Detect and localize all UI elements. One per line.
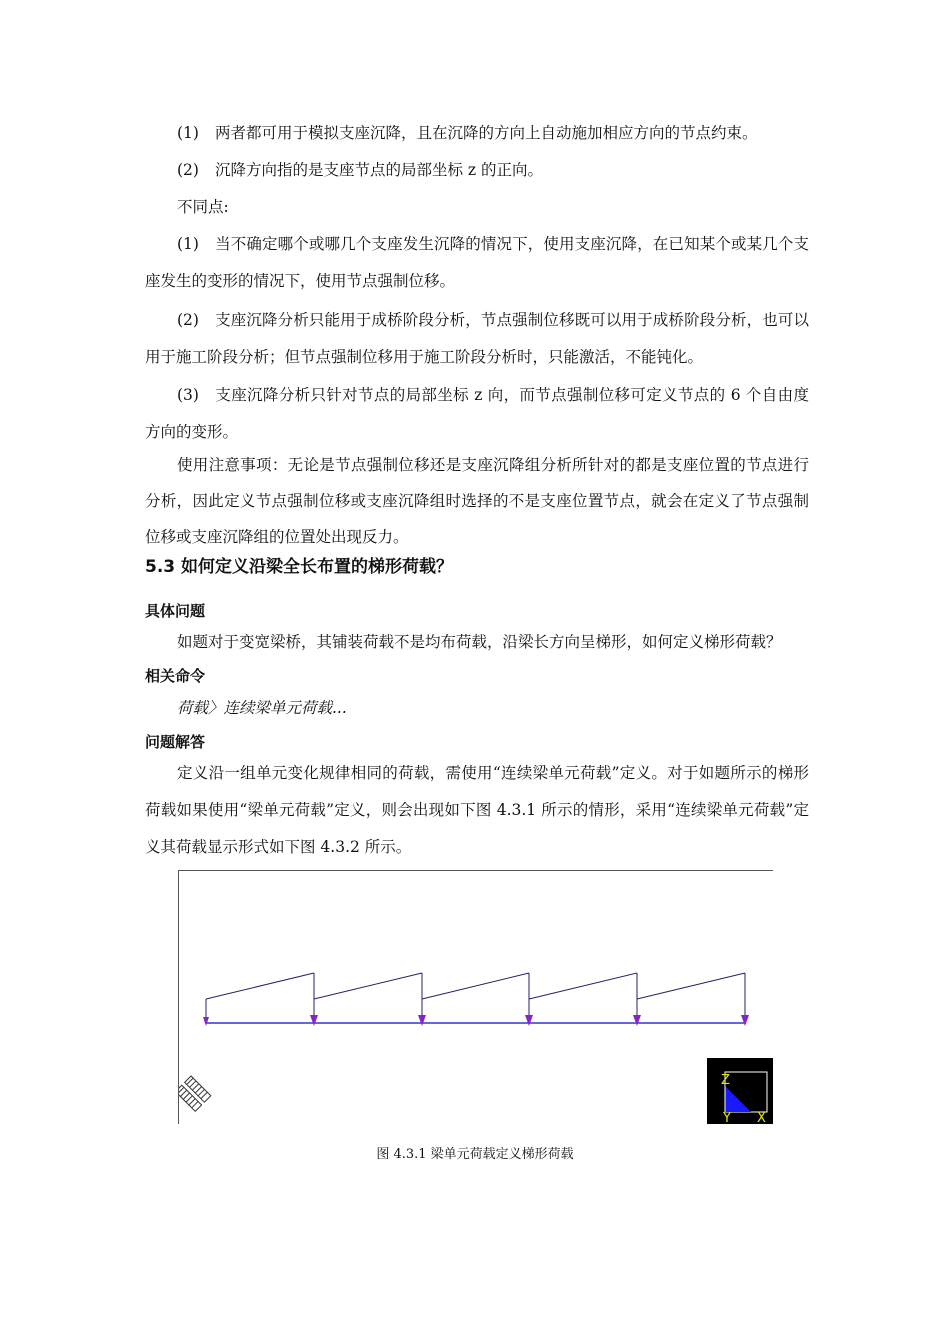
item-number: (1) xyxy=(177,235,199,253)
difference-2 xyxy=(145,302,809,376)
similarity-1 xyxy=(145,115,809,152)
problem-text: 如题对于变宽梁桥，其铺装荷载不是均布荷载，沿梁长方向呈梯形，如何定义梯形荷载？ xyxy=(177,633,782,651)
difference-1 xyxy=(145,226,809,300)
element-load-3 xyxy=(422,973,529,1017)
axis-label-z: Z xyxy=(721,1073,730,1088)
load-arrow xyxy=(633,1015,641,1026)
element-load-2 xyxy=(314,973,422,1017)
differences-label: 不同点: xyxy=(177,198,229,216)
problem-heading: 具体问题 xyxy=(145,602,206,620)
item-text: 当不确定哪个或哪几个支座发生沉降的情况下，使用支座沉降，在已知某个或某几个支座发生的变形的情况下，使用节点强制位移。 xyxy=(145,235,809,290)
command-heading: 相关命令 xyxy=(145,667,206,685)
answer-text: 定义沿一组单元变化规律相同的荷载，需使用“连续梁单元荷载”定义。对于如题所示的梯形荷载如果使用“梁单元荷载”定义，则会出现如下图 4.3.1 所示的情形，采用“连续梁单元荷载”定义其荷载显示形式如下图 4.3.2 所示。 xyxy=(145,764,809,856)
item-number: (1) xyxy=(177,124,199,142)
axis-triangle xyxy=(725,1086,751,1112)
item-number: (2) xyxy=(177,161,199,179)
command-text: 荷载〉连续梁单元荷载... xyxy=(177,699,347,717)
item-text: 支座沉降分析只针对节点的局部坐标 z 向，而节点强制位移可定义节点的 6 个自由度方向的变形。 xyxy=(145,386,809,441)
figure-caption: 图 4.3.1 梁单元荷载定义梯形荷载 xyxy=(376,1147,574,1162)
axis-label-y: Y xyxy=(723,1111,731,1124)
load-arrow xyxy=(310,1015,318,1026)
usage-notes: 使用注意事项：无论是节点强制位移还是支座沉降组分析所针对的都是支座位置的节点进行分析，因此定义节点强制位移或支座沉降组时选择的不是支座位置节点，就会在定义了节点强制位移或支座沉降组的位置处出现反力。 xyxy=(145,456,809,546)
difference-3 xyxy=(145,377,809,451)
element-load-4 xyxy=(529,973,637,1017)
load-arrow xyxy=(525,1015,533,1026)
item-text: 沉降方向指的是支座节点的局部坐标 z 的正向。 xyxy=(215,161,544,179)
item-text: 支座沉降分析只能用于成桥阶段分析，节点强制位移既可以用于成桥阶段分析，也可以用于施工阶段分析；但节点强制位移用于施工阶段分析时，只能激活，不能钝化。 xyxy=(145,311,809,366)
item-number: (2) xyxy=(177,311,199,329)
axis-indicator-graphic xyxy=(707,1058,773,1124)
item-number: (3) xyxy=(177,386,199,404)
section-title: 5.3 如何定义沿梁全长布置的梯形荷载？ xyxy=(145,557,454,577)
item-text: 两者都可用于模拟支座沉降，且在沉降的方向上自动施加相应方向的节点约束。 xyxy=(215,124,758,142)
element-load-1 xyxy=(206,973,314,1023)
load-arrow xyxy=(418,1015,426,1026)
axis-label-x: X xyxy=(757,1111,766,1124)
load-diagram xyxy=(179,871,773,1124)
figure-trapezoid-load xyxy=(178,870,773,1124)
view-orientation-icon xyxy=(179,1076,211,1111)
axis-indicator xyxy=(707,1058,773,1124)
similarity-2 xyxy=(145,152,809,189)
answer-heading: 问题解答 xyxy=(145,733,206,751)
load-arrow xyxy=(203,1017,209,1026)
load-arrow xyxy=(741,1015,749,1026)
element-load-5 xyxy=(637,973,745,1017)
